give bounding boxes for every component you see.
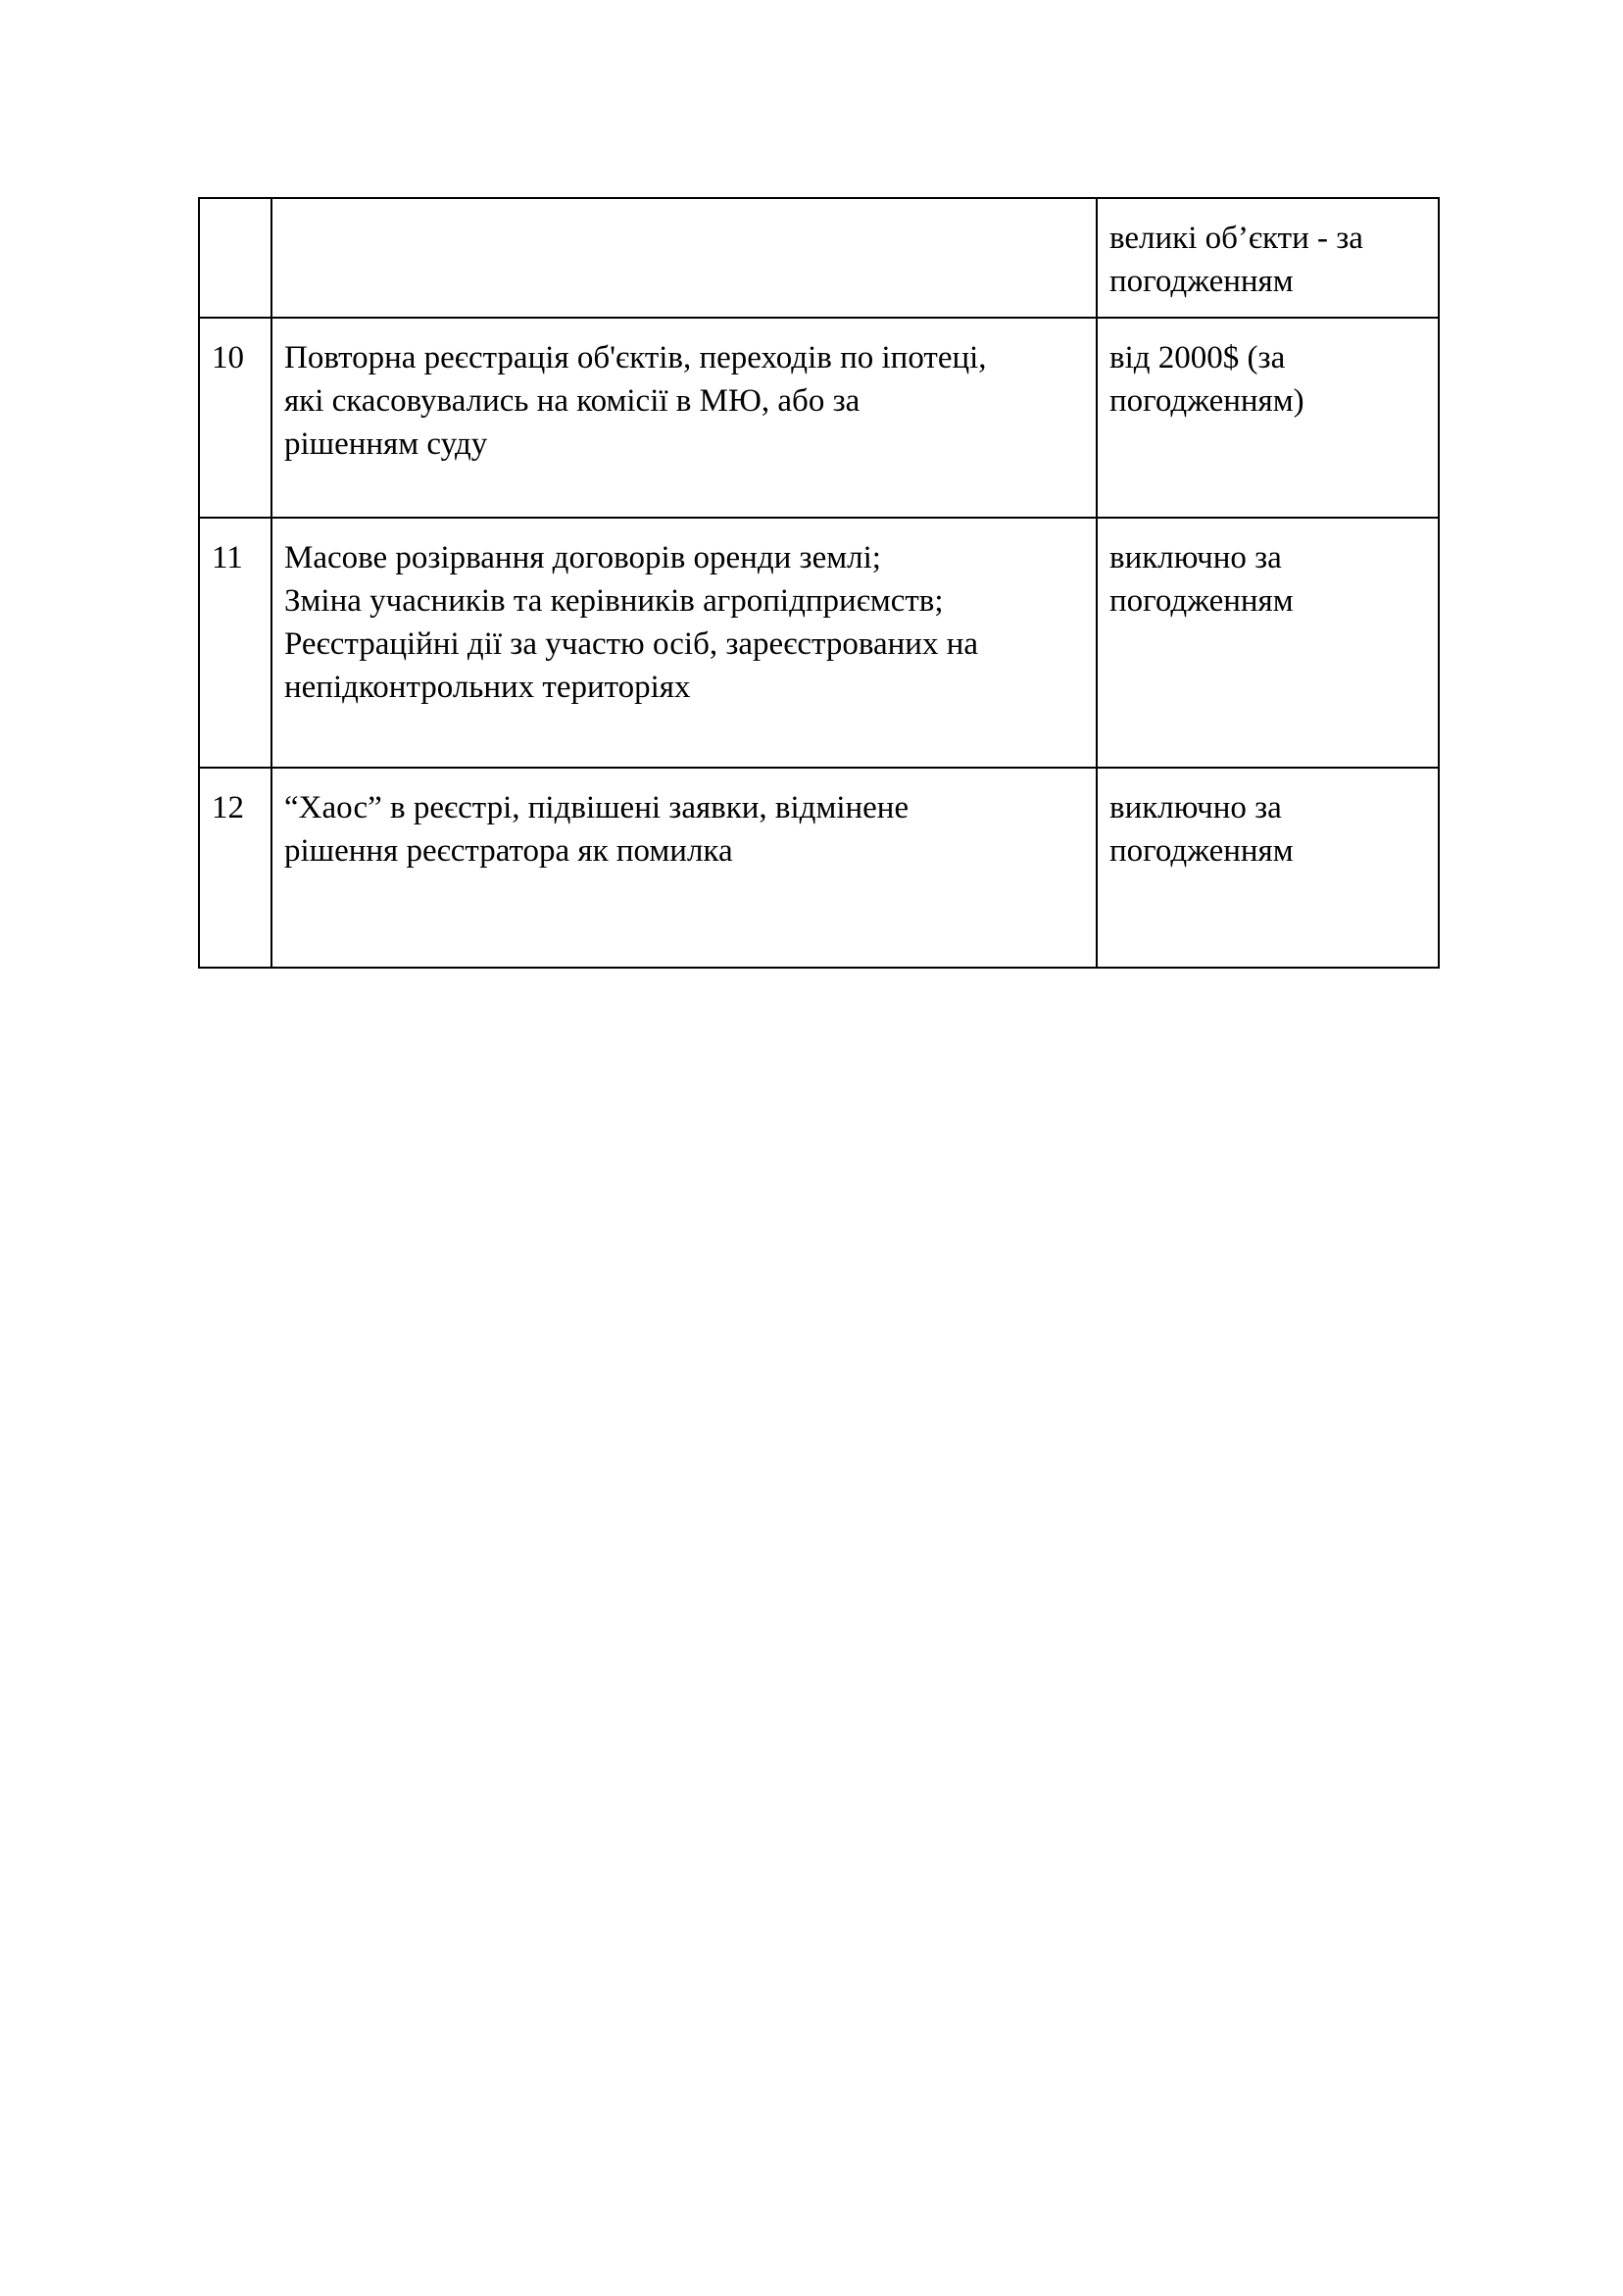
price-line: погодженням) <box>1109 383 1304 419</box>
service-description-cell <box>271 768 1097 968</box>
price-cell <box>1097 318 1439 518</box>
price-line: виключно за <box>1109 790 1282 825</box>
price-line: погодженням <box>1109 583 1294 619</box>
price-cell <box>1097 198 1439 318</box>
row-number-cell: 12 <box>199 768 271 968</box>
price-line: великі об’єкти - за <box>1109 221 1363 256</box>
description-line: які скасовувались на комісії в МЮ, або за <box>284 383 861 419</box>
table-row <box>199 198 1439 318</box>
price-line: виключно за <box>1109 540 1282 575</box>
service-description-cell <box>271 198 1097 318</box>
description-line: “Хаос” в реєстрі, підвішені заявки, відмінене <box>284 790 910 825</box>
price-line: від 2000$ (за <box>1109 340 1286 375</box>
description-line: Зміна учасників та керівників агропідприємств; <box>284 583 944 619</box>
description-line: Повторна реєстрація об'єктів, переходів по іпотеці, <box>284 340 987 375</box>
description-line: непідконтрольних територіях <box>284 670 691 705</box>
description-line: рішення реєстратора як помилка <box>284 833 733 869</box>
description-line: Масове розірвання договорів оренди землі; <box>284 540 881 575</box>
price-cell <box>1097 768 1439 968</box>
table-row <box>199 518 1439 768</box>
row-number-cell <box>199 198 271 318</box>
row-number-cell: 11 <box>199 518 271 768</box>
price-cell <box>1097 518 1439 768</box>
service-description-cell <box>271 318 1097 518</box>
description-line: рішенням суду <box>284 426 488 462</box>
table-row <box>199 318 1439 518</box>
service-description-cell <box>271 518 1097 768</box>
services-price-table <box>198 197 1440 969</box>
description-line: Реєстраційні дії за участю осіб, зареєстрованих на <box>284 626 979 662</box>
row-number-cell: 10 <box>199 318 271 518</box>
price-line: погодженням <box>1109 264 1294 299</box>
price-line: погодженням <box>1109 833 1294 869</box>
table-row <box>199 768 1439 968</box>
